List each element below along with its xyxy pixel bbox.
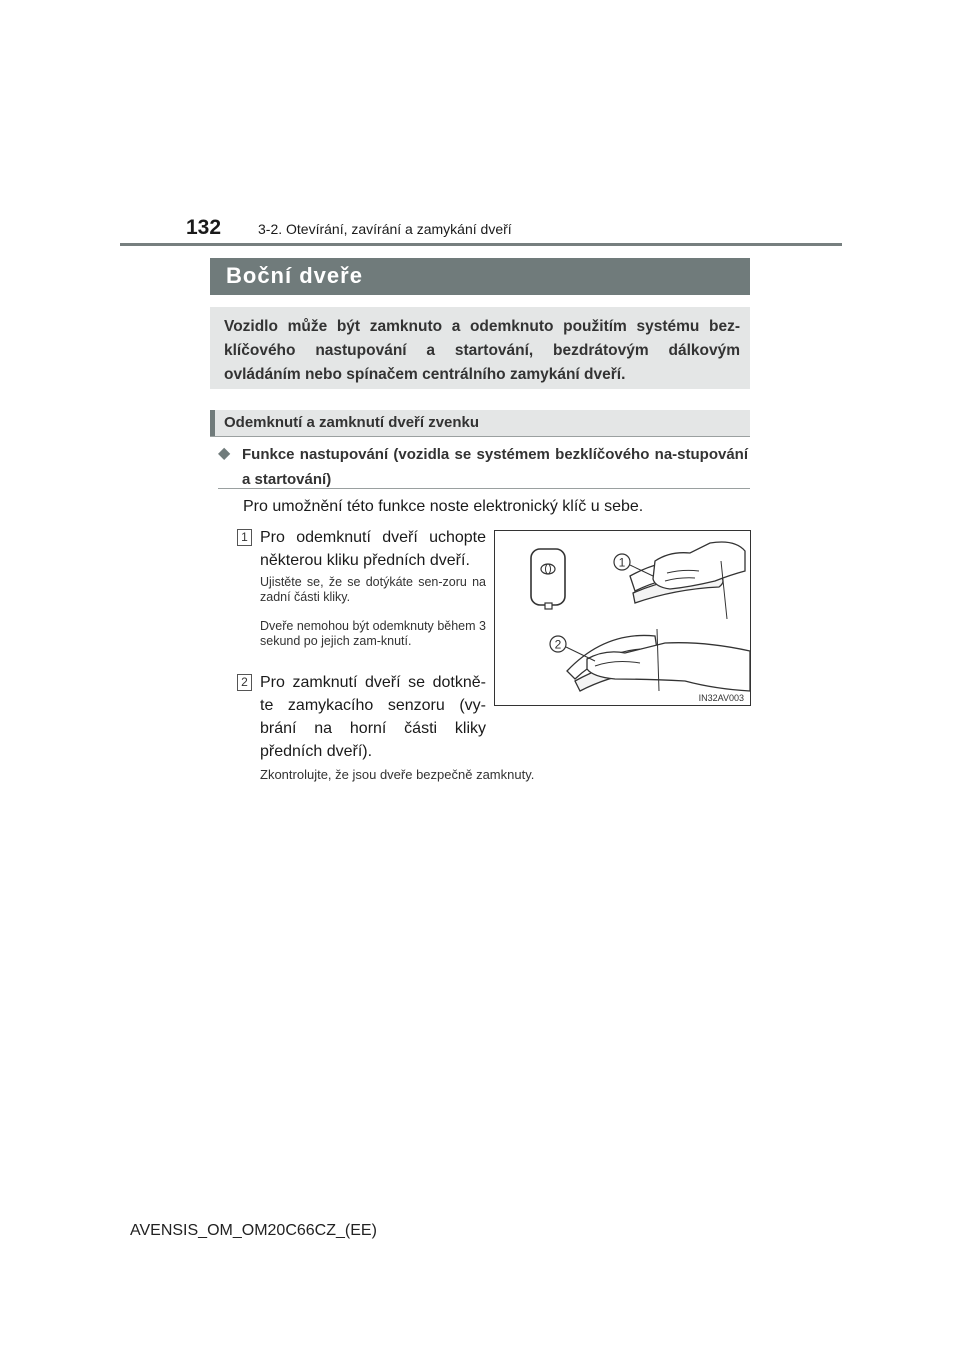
- page-number: 132: [186, 216, 222, 239]
- step-2-note: Zkontrolujte, že jsou dveře bezpečně zamknuty.: [260, 767, 535, 782]
- step-1-note-2: Dveře nemohou být odemknuty během 3 sekund po jejich zam-knutí.: [260, 619, 486, 648]
- callout-2: [550, 636, 595, 661]
- diamond-bullet-icon: ◆: [218, 445, 231, 462]
- intro-box: [210, 307, 750, 389]
- section-title: Boční dveře: [226, 263, 363, 288]
- intro-text: Vozidlo může být zamknuto a odemknuto použitím systému bez-klíčového nastupování a startování, bezdrátovým dálkovým ovládáním nebo spínačem centrálního zamykání dveří.: [224, 318, 740, 383]
- header-divider: [120, 243, 842, 246]
- step-1-note-1: Ujistěte se, že se dotýkáte sen-zoru na zadní části kliky.: [260, 575, 486, 604]
- door-handle-illustration: [494, 530, 751, 706]
- key-fob-icon: [531, 549, 565, 609]
- section-title-bar: [210, 258, 750, 295]
- step-2-text: Pro zamknutí dveří se dotkně-te zamykacího senzoru (vy-brání na horní části kliky předních dveří).: [260, 674, 486, 760]
- step-1-text: Pro odemknutí dveří uchopte některou kliku předních dveří.: [260, 529, 486, 569]
- illustration-drawing: [495, 531, 750, 705]
- callout-1: [614, 554, 653, 576]
- callout-1-label: 1: [618, 555, 626, 570]
- document-footer: AVENSIS_OM_OM20C66CZ_(EE): [130, 1222, 377, 1239]
- callout-2-label: 2: [554, 637, 562, 652]
- subsection-bar: [210, 410, 750, 437]
- subsection-accent: [210, 410, 215, 436]
- feature-divider: [218, 488, 750, 489]
- feature-title: Funkce nastupování (vozidla se systémem bezklíčového na-stupování a startování): [242, 446, 748, 488]
- door-handle-lock-icon: [567, 629, 750, 691]
- step-number-2: 2: [237, 674, 252, 691]
- subsection-title: Odemknutí a zamknutí dveří zvenku: [224, 414, 480, 431]
- door-handle-unlock-icon: [630, 542, 745, 619]
- section-reference: 3-2. Otevírání, zavírání a zamykání dveří: [258, 221, 512, 237]
- step-number-1: 1: [237, 529, 252, 546]
- feature-description: Pro umožnění této funkce noste elektronický klíč u sebe.: [243, 498, 644, 515]
- illustration-code: IN32AV003: [698, 693, 744, 703]
